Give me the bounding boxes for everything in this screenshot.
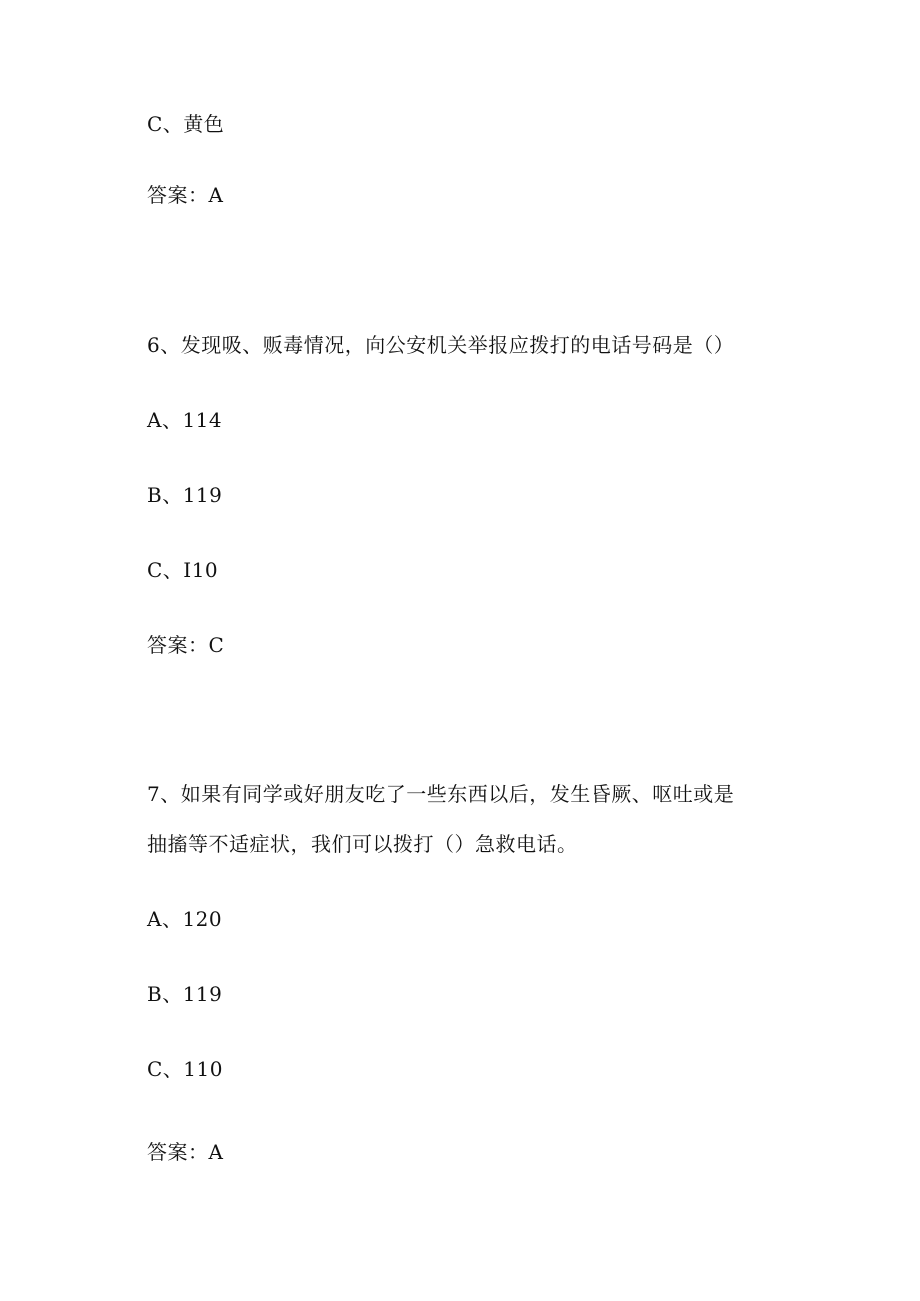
q6-option-b: B、119 [147,483,223,507]
q7-option-a: A、120 [147,907,223,931]
q7-option-c: C、110 [147,1057,223,1081]
q7-question-line1: 7、如果有同学或好朋友吃了一些东西以后，发生昏厥、呕吐或是 [147,782,735,806]
q7-option-b: B、119 [147,982,223,1006]
q6-option-c: C、I10 [147,558,219,582]
q6-question: 6、发现吸、贩毒情况，向公安机关举报应拨打的电话号码是（） [147,333,735,357]
q6-answer: 答案：C [147,633,225,657]
q6-option-a: A、114 [147,408,223,432]
q5-answer: 答案：A [147,183,224,207]
q7-answer: 答案：A [147,1140,224,1164]
q5-option-c: C、黄色 [147,112,225,136]
q7-question-line2: 抽搐等不适症状，我们可以拨打（）急救电话。 [147,832,578,856]
